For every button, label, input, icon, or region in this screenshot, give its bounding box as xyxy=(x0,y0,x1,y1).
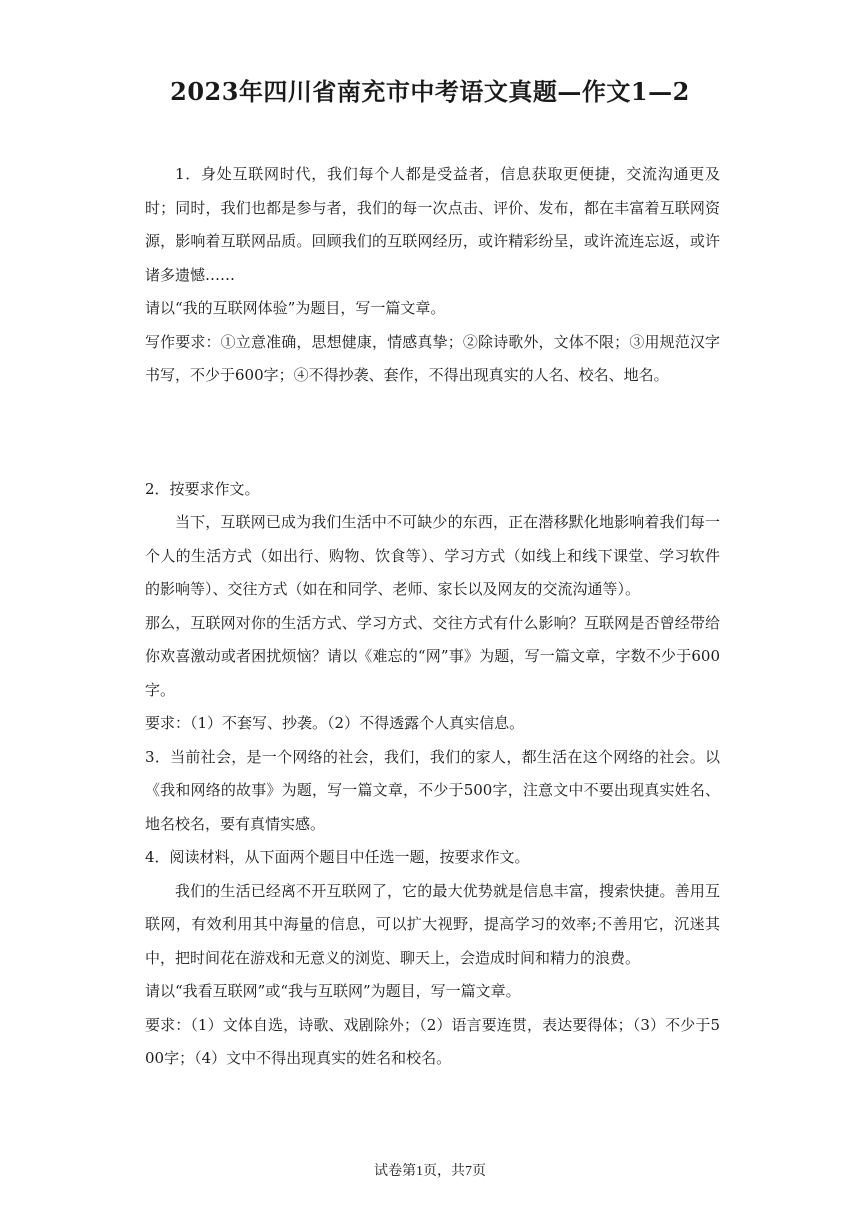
document-body xyxy=(145,158,720,1076)
question-4-instruction: 请以“我看互联网”或“我与互联网”为题目，写一篇文章。 xyxy=(145,982,521,1000)
question-1-prompt: 1．身处互联网时代，我们每个人都是受益者，信息获取更便捷，交流沟通更及时；同时，我们也都是参与者，我们的每一次点击、评价、发布，都在丰富着互联网资源，影响着互联网品质。回顾我们的互联网经历，或许精彩纷呈，或许流连忘返，或许诸多遗憾…… xyxy=(145,165,720,284)
question-1 xyxy=(145,158,720,393)
question-2-heading: 2．按要求作文。 xyxy=(145,479,260,498)
blank-gap xyxy=(145,393,720,473)
question-2 xyxy=(145,473,720,741)
question-4 xyxy=(145,841,720,1076)
question-3-prompt: 3．当前社会，是一个网络的社会，我们，我们的家人，都生活在这个网络的社会。以《我和网络的故事》为题，写一篇文章，不少于500字，注意文中不要出现真实姓名、地名校名，要有真情实感。 xyxy=(145,747,720,833)
question-2-requirements: 要求：（1）不套写、抄袭。（2）不得透露个人真实信息。 xyxy=(145,714,525,732)
question-2-material: 当下，互联网已成为我们生活中不可缺少的东西，正在潜移默化地影响着我们每一个人的生活方式（如出行、购物、饮食等）、学习方式（如线上和线下课堂、学习软件的影响等）、交往方式（如在和同学、老师、家长以及网友的交流沟通等）。 xyxy=(145,513,720,598)
question-4-material: 我们的生活已经离不开互联网了，它的最大优势就是信息丰富，搜索快捷。善用互联网，有效利用其中海量的信息，可以扩大视野，提高学习的效率;不善用它，沉迷其中，把时间花在游戏和无意义的浏览、聊天上，会造成时间和精力的浪费。 xyxy=(145,881,720,967)
question-1-requirements: 写作要求：①立意准确，思想健康，情感真挚；②除诗歌外，文体不限；③用规范汉字书写，不少于600字；④不得抄袭、套作，不得出现真实的人名、校名、地名。 xyxy=(145,332,720,384)
page-title: 2023年四川省南充市中考语文真题—作文1—2 xyxy=(170,77,690,106)
question-2-instruction: 那么，互联网对你的生活方式、学习方式、交往方式有什么影响？互联网是否曾经带给你欢喜激动或者困扰烦恼？请以《难忘的“网”事》为题，写一篇文章，字数不少于600字。 xyxy=(145,613,720,699)
question-4-requirements: 要求：（1）文体自选，诗歌、戏剧除外；（2）语言要连贯，表达要得体；（3）不少于500字；（4）文中不得出现真实的姓名和校名。 xyxy=(145,1015,720,1067)
question-4-heading: 4．阅读材料，从下面两个题目中任选一题，按要求作文。 xyxy=(145,848,530,866)
page-footer: 试卷第1页，共7页 xyxy=(374,1164,486,1179)
question-1-instruction: 请以“我的互联网体验”为题目，写一篇文章。 xyxy=(145,299,446,317)
question-3 xyxy=(145,741,720,842)
